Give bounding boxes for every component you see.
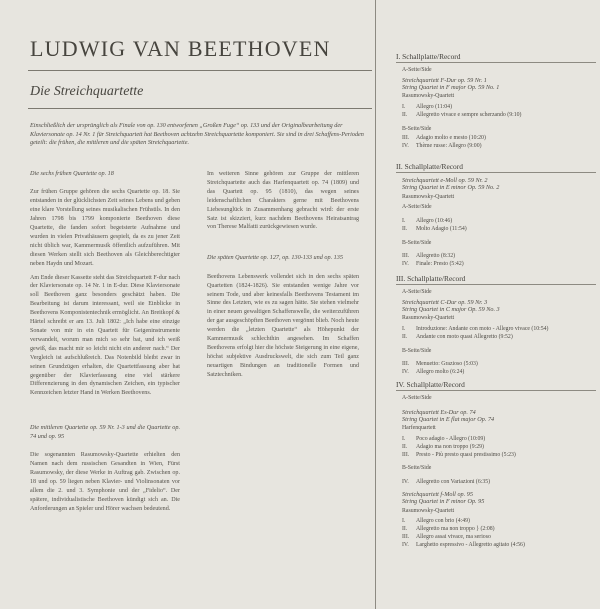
late-paragraph: Beethovens Lebenswerk vollendet sich in den sechs späten Quartetten (1824-1826). Sie entstanden wenige Jahre vor seinem Tode, und aber keinesfalls Beethovens Testament im Sinne des Letzten, wie es zu sagen hätte. Sie stehen vielmehr in einer neuen gewaltigen Schaffenswelle, die weiterzuführen der gar ausgeschöpften Beethoven vergönnt blieb. Noch heute werden die „letzten Quartette“ als Höhepunkt der Kammermusik schlechthin angesehen. Im Schaffen Beethovens erfolgt hier die höchste Steigerung in eine eigene, höchst subjektive Ausdruckswelt, die sich zum Teil ganz neuartigen Bindungen an traditionelle Formen und Satztechniken. — [207, 273, 359, 378]
movement-name: Adagio ma non troppo (9:29) — [416, 443, 484, 450]
record-heading: III. Schallplatte/Record — [396, 274, 596, 285]
title-rule-top — [28, 70, 372, 71]
side-label: A-Seite/Side — [402, 204, 432, 211]
movement-row — [402, 361, 596, 369]
movement-number: II. — [402, 525, 408, 532]
early-quartets-heading: Die sechs frühen Quartette op. 18 — [30, 170, 114, 177]
side-label: A-Seite/Side — [402, 289, 432, 295]
movement-row — [402, 534, 596, 542]
work-title-en: String Quartet in E flat major Op. 74 — [402, 416, 495, 423]
movement-name: Adagio molto e mesto (10:20) — [416, 135, 486, 142]
movement-row — [402, 112, 596, 120]
work-title-de: Streichquartett F-Dur op. 59 Nr. 1 — [402, 76, 487, 84]
movement-number: I. — [402, 104, 406, 110]
movement-number: III. — [402, 253, 410, 260]
work-title-de: Streichquartett e-Moll op. 59 Nr. 2 — [402, 177, 488, 184]
work-title-en: String Quartet in E minor Op. 59 No. 2 — [402, 184, 500, 192]
movement-number: II. — [402, 111, 408, 118]
work-title-en: String Quartet in F major Op. 59 No. 1 — [402, 84, 500, 91]
movement-number: I. — [402, 326, 406, 332]
work-title-en: String Quartet in F minor Op. 95 — [402, 498, 485, 506]
movement-row — [402, 369, 596, 377]
movement-number: IV. — [402, 541, 409, 548]
side-label: A-Seite/Side — [402, 395, 432, 401]
early-paragraph: Zur frühen Gruppe gehören die sechs Quartette op. 18. Sie entstanden in der glücklichsten Zeit seines Lebens und geben eine klare Vorstellung seines musikalischen Frühstils. In den Jahren 1798 bis 1799 komponierte Beethoven diese Quartette, die fanden sofort begeisterte Aufnahme und wurden in vielen Privathäusern gespielt, da es zu jener Zeit nicht üblich war, Kammermusik öffentlich aufzuführen. Mit diesen Werken stellt sich Beethoven als Gleichberechtigter neben Haydn und Mozart. — [30, 189, 180, 267]
movement-row — [402, 334, 596, 342]
movement-row — [402, 436, 596, 444]
movement-name: Allegretto vivace e sempre scherzando (9:10) — [416, 111, 522, 118]
movement-row — [402, 135, 596, 143]
early-paragraph: Am Ende dieser Kassette steht das Streichquartett F-dur nach der Klaviersonate op. 14 Nr. 1 in E-dur. Diese Klaviersonate soll Beethoven ganz besonders geschätzt haben. Die Bearbeitung ist darum interessant, weil sie Einblicke in Beethovens Komponistentechnik ermöglicht. An Breitkopf & Härtel schreibt er am 13. Juli 1802: „Ich habe eine einzige Sonate von mir in ein Quartett für Geigeninstrumente verwandelt, worum man mich so sehr bat, und ich weiß gewiß, das macht mir so leicht nicht ein anderer nach.“ Der Vergleich ist aufschlußreich. Das Notenbild bleibt zwar in seinen Grundzügen erhalten, die Quartettfassung aber hat gegenüber der Klavierfassung eine viel stärkere Differenzierung in den dynamischen Zeichen, ein typischer Kennzeichen letzter Hand in Werken Beethovens. — [30, 274, 180, 397]
record-heading: I. Schallplatte/Record — [396, 52, 596, 63]
movement-name: Finale: Presto (5:42) — [416, 260, 464, 267]
movement-row — [402, 143, 596, 151]
work-title-de: Streichquartett Es-Dur op. 74 — [402, 408, 476, 416]
composer-title: LUDWIG VAN BEETHOVEN — [30, 36, 331, 61]
movement-number: III. — [402, 361, 410, 368]
movement-number: IV. — [402, 260, 409, 267]
movement-name: Allegretto con Variazioni (6:35) — [416, 478, 491, 485]
movement-name: Presto - Più presto quasi prestissimo (5:23) — [416, 451, 516, 458]
movement-number: IV. — [402, 142, 409, 149]
movement-name: Poco adagio - Allegro (10:09) — [416, 436, 486, 442]
middle-continued-paragraph: Im weiteren Sinne gehören zur Gruppe der mittleren Streichquartette auch das Harfenquartett op. 74 (1809) und das Quartett op. 95 (1810), das wegen seines leidenschaftlichen Charakters gerne mit Beethovens Liebesunglück in Zusammenhang gebracht wird: der erste Satz ist skizziert, kurz nachdem Beethovens Heiratsantrag von Therese Malfatti zurückgewiesen wurde. — [207, 171, 359, 231]
movement-row — [402, 479, 596, 487]
movement-row — [402, 452, 596, 460]
ensemble-name: Harfenquartett — [402, 425, 436, 432]
movement-name: Allegretto ma non troppo } (2:08) — [416, 525, 495, 532]
side-label: B-Seite/Side — [402, 347, 432, 354]
work-title-de: Streichquartett f-Moll op. 95 — [402, 490, 473, 498]
movement-number: I. — [402, 436, 406, 442]
text-column-left — [30, 170, 180, 518]
movement-number: II. — [402, 443, 408, 450]
work-title: Die Streichquartette — [30, 84, 144, 99]
late-quartets-heading: Die späten Quartette op. 127, op. 130-133 und op. 135 — [207, 254, 343, 262]
record-heading: IV. Schallplatte/Record — [396, 380, 596, 391]
movement-number: III. — [402, 135, 410, 142]
movement-row — [402, 104, 596, 112]
movement-number: IV. — [402, 478, 409, 485]
side-label: B-Seite/Side — [402, 465, 432, 472]
record-2 — [396, 162, 596, 269]
movement-name: Allegro con brio (4:49) — [416, 518, 470, 525]
work-title-de: Streichquartett C-Dur op. 59 Nr. 3 — [402, 298, 488, 306]
movement-number: III. — [402, 451, 410, 458]
movement-row — [402, 261, 596, 269]
text-column-right — [207, 170, 359, 385]
movement-name: Andante con moto quasi Allegretto (9:52) — [416, 333, 513, 340]
movement-row — [402, 542, 596, 550]
movement-name: Allegro assai vivace, ma serioso — [416, 533, 491, 540]
movement-number: III. — [402, 533, 410, 540]
side-label: B-Seite/Side — [402, 239, 432, 246]
record-1 — [396, 52, 596, 151]
side-label: B-Seite/Side — [402, 125, 432, 132]
movement-name: Molto Adagio (11:54) — [416, 225, 467, 232]
movement-row — [402, 526, 596, 534]
work-title-en: String Quartet in C major Op. 59 No. 3 — [402, 306, 500, 313]
movement-name: Menuetto: Grazioso (5:03) — [416, 361, 478, 368]
movement-number: II. — [402, 333, 408, 340]
movement-name: Thème russe: Allegro (9:00) — [416, 142, 482, 149]
movement-name: Allegretto (8:32) — [416, 253, 456, 260]
movement-name: Allegro (11:04) — [416, 104, 453, 110]
ensemble-name: Rasumowsky-Quartett — [402, 93, 455, 100]
movement-row — [402, 518, 596, 526]
movement-row — [402, 444, 596, 452]
movement-number: I. — [402, 518, 406, 525]
ensemble-name: Rasumowsky-Quartett — [402, 507, 455, 514]
intro-text: Einschließlich der ursprünglich als Finale von op. 130 entworfenen „Großen Fuge“ op. 133 und der Originalbearbeitung der Klaviersonate op. 14 Nr. 1 für Streichquartett hat Beethoven achtzehn Streichquartette komponiert. Sie sind in drei Schaffens-Perioden geteilt: die frühen, die mittleren und die späten Streichquartette. — [30, 122, 364, 147]
track-listing-sidebar — [375, 0, 600, 609]
movement-name: Allegro (10:46) — [416, 218, 453, 224]
title-rule-bottom — [28, 108, 372, 109]
movement-row — [402, 253, 596, 261]
record-heading: II. Schallplatte/Record — [396, 162, 596, 173]
movement-name: Allegro molto (6:24) — [416, 368, 465, 375]
middle-paragraph: Die sogenannten Rasumowsky-Quartette erhielten den Namen nach dem russischen Gesandten in Wien, Fürst Rasumowsky, der diese Werke in Auftrag gab. Zwischen op. 18 und op. 59 liegen neben Klavier- und Violinsonaten vor allem die 2. und 3. Symphonie und der „Fidelio“. Der spätere, individualistische Beethoven kündigt sich an. Die Anforderungen an Spieler und Hörer wachsen bedeutend. — [30, 452, 180, 512]
record-3 — [396, 274, 596, 377]
movement-number: I. — [402, 218, 406, 224]
movement-row — [402, 326, 596, 334]
movement-number: II. — [402, 225, 408, 232]
movement-row — [402, 226, 596, 234]
record-4 — [396, 380, 596, 549]
middle-quartets-heading: Die mittleren Quartette op. 59 Nr. 1-3 und die Quartette op. 74 und op. 95 — [30, 424, 180, 440]
side-label: A-Seite/Side — [402, 67, 432, 73]
movement-row — [402, 218, 596, 226]
movement-name: Larghetto espressivo - Allegretto agitato (4:56) — [416, 541, 525, 548]
movement-name: Introduzione: Andante con moto - Allegro vivace (10:54) — [416, 326, 549, 332]
ensemble-name: Rasumowsky-Quartett — [402, 315, 455, 322]
movement-number: IV. — [402, 368, 409, 375]
ensemble-name: Rasumowsky-Quartett — [402, 193, 455, 200]
